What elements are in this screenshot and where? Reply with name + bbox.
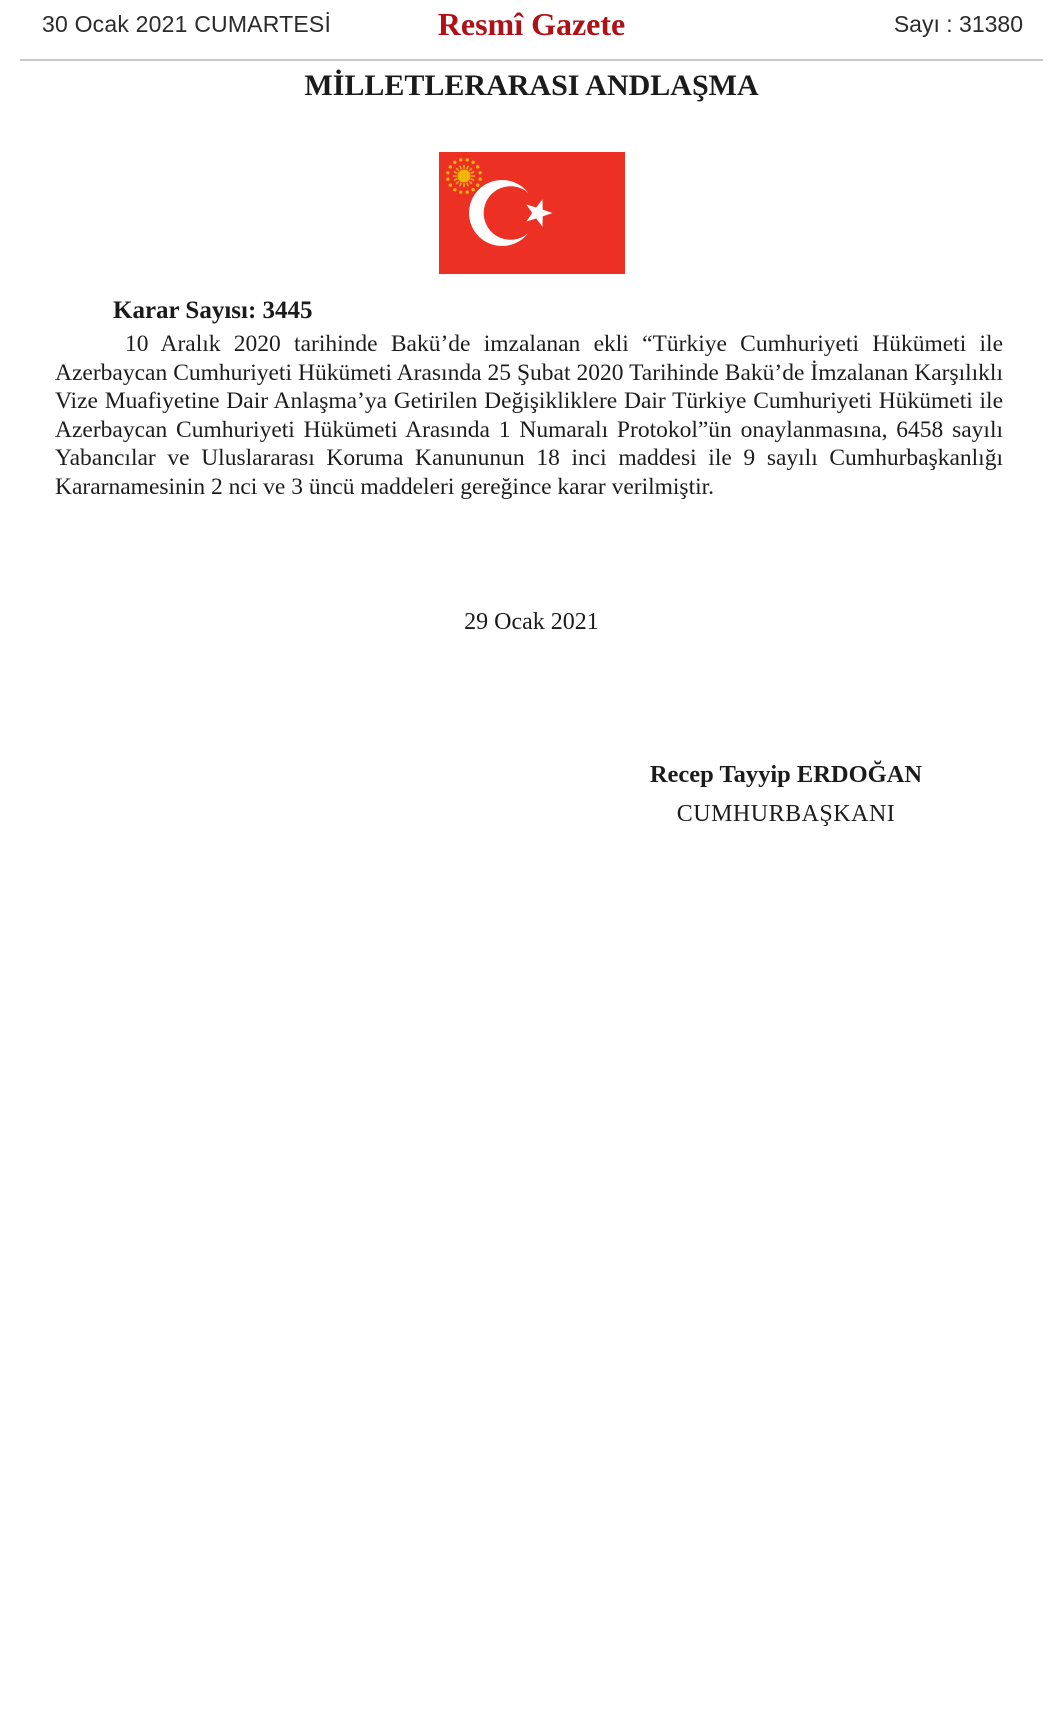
turkish-presidential-flag-icon bbox=[439, 152, 625, 274]
gazette-title: Resmî Gazete bbox=[437, 6, 626, 42]
ring-star bbox=[453, 188, 456, 191]
ring-star bbox=[476, 183, 479, 186]
president-title: CUMHURBAŞKANI bbox=[676, 801, 896, 827]
section-title: MİLLETLERARASI ANDLAŞMA bbox=[304, 69, 759, 102]
masthead-divider bbox=[20, 59, 1043, 61]
ring-star bbox=[446, 171, 449, 174]
ring-star bbox=[453, 161, 456, 164]
ring-star bbox=[471, 188, 474, 191]
president-name: Recep Tayyip ERDOĞAN bbox=[649, 761, 923, 788]
ring-star bbox=[446, 178, 449, 181]
ring-star bbox=[476, 165, 479, 168]
sun-core bbox=[458, 170, 471, 183]
crescent-inner bbox=[484, 186, 538, 240]
ring-star bbox=[449, 165, 452, 168]
ring-star bbox=[459, 158, 462, 161]
signature-block bbox=[600, 761, 972, 828]
decision-number: Karar Sayısı: 3445 bbox=[113, 297, 313, 324]
ring-star bbox=[478, 171, 481, 174]
decision-date: 29 Ocak 2021 bbox=[464, 609, 599, 635]
ring-star bbox=[466, 190, 469, 193]
ring-star bbox=[471, 161, 474, 164]
decision-body-paragraph: 10 Aralık 2020 tarihinde Bakü’de imzalanan ekli “Türkiye Cumhuriyeti Hükümeti ile Azerbaycan Cumhuriyeti Hükümeti Arasında 25 Şubat 2020 Tarihinde Bakü’de İmzalanan Karşılıklı Vize Muafiyetine Dair Anlaşma’ya Getirilen Değişikliklere Dair Türkiye Cumhuriyeti Hükümeti ile Azerbaycan Cumhuriyeti Hükümeti Arasında 1 Numaralı Protokol”ün onaylanmasına, 6458 sayılı Yabancılar ve Uluslararası Koruma Kanununun 18 inci maddesi ile 9 sayılı Cumhurbaşkanlığı Kararnamesinin 2 nci ve 3 üncü maddeleri gereğince karar verilmiştir. bbox=[55, 331, 1003, 500]
ring-star bbox=[466, 158, 469, 161]
ring-star bbox=[459, 190, 462, 193]
masthead-date: 30 Ocak 2021 CUMARTESİ bbox=[42, 11, 332, 37]
masthead-issue-number: Sayı : 31380 bbox=[893, 11, 1023, 37]
ring-star bbox=[478, 178, 481, 181]
ring-star bbox=[449, 183, 452, 186]
flag-svg bbox=[439, 152, 625, 274]
